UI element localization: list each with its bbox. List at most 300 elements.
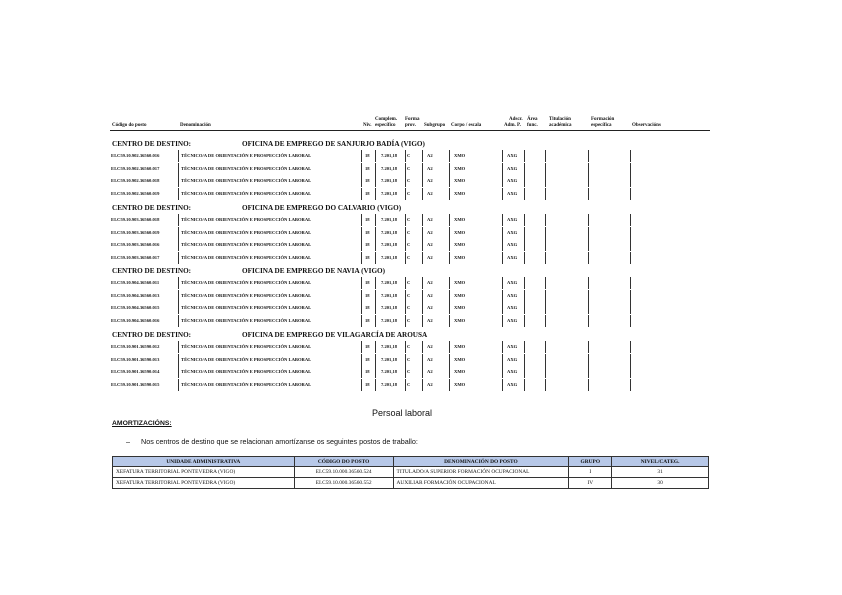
cell-forma: C xyxy=(407,229,411,235)
cell-divider xyxy=(178,379,179,391)
cell-codigo: EI.C59.10.000.36560.552 xyxy=(294,478,393,489)
cell-comp: 7.201,18 xyxy=(381,381,398,387)
cell-niv: 18 xyxy=(365,217,370,222)
cell-divider xyxy=(422,188,423,200)
cell-divider xyxy=(422,163,423,175)
cell-corpo: XMO xyxy=(454,178,466,183)
cell-sub: A2 xyxy=(427,217,433,222)
cell-divider xyxy=(361,379,362,391)
cell-divider xyxy=(361,341,362,353)
cell-niv: 18 xyxy=(365,165,370,171)
bullet-mark: – xyxy=(126,437,130,446)
cell-comp: 7.201,18 xyxy=(381,229,398,235)
th-denominacion: DENOMINACIÓN DO POSTO xyxy=(393,457,569,467)
cell-sub: A2 xyxy=(427,153,433,158)
cell-divider xyxy=(545,188,546,200)
cell-divider xyxy=(630,354,631,366)
cell-divider xyxy=(545,150,546,162)
table-row xyxy=(111,252,711,264)
cell-den: TÉCNICO/A DE ORIENTACIÓN E PROSPECCIÓN LABORAL xyxy=(181,317,312,323)
col-forma-top: Forma xyxy=(405,117,420,122)
cell-divider xyxy=(524,277,525,289)
section-name: OFICINA DE EMPREGO DE VILAGARCÍA DE AROUSA xyxy=(242,331,428,339)
cell-divider xyxy=(502,163,503,175)
cell-divider xyxy=(405,252,406,264)
cell-divider xyxy=(375,175,376,187)
cell-niv: 18 xyxy=(365,381,370,387)
cell-sub: A2 xyxy=(427,356,433,362)
cell-code: EI.C59.10.902.36560.017 xyxy=(111,165,160,171)
cell-divider xyxy=(178,252,179,264)
cell-comp: 7.201,18 xyxy=(381,317,398,323)
cell-code: EI.C59.10.903.36560.018 xyxy=(111,217,160,222)
cell-divider xyxy=(502,277,503,289)
col-adscr-top: Adscr. xyxy=(509,117,523,122)
col-codigo: Código do posto xyxy=(112,123,147,128)
cell-divider xyxy=(361,315,362,327)
cell-divider xyxy=(361,150,362,162)
cell-corpo: XMO xyxy=(454,190,466,196)
cell-comp: 7.201,18 xyxy=(381,369,398,374)
cell-corpo: XMO xyxy=(454,165,466,171)
cell-forma: C xyxy=(407,356,411,362)
cell-divider xyxy=(449,163,450,175)
cell-divider xyxy=(502,175,503,187)
cell-divider xyxy=(545,379,546,391)
cell-divider xyxy=(588,163,589,175)
cell-divider xyxy=(422,214,423,226)
cell-divider xyxy=(545,277,546,289)
cell-sub: A2 xyxy=(427,381,433,387)
table-row xyxy=(111,214,711,226)
cell-divider xyxy=(178,366,179,378)
cell-divider xyxy=(545,315,546,327)
cell-divider xyxy=(178,354,179,366)
cell-den: TÉCNICO/A DE ORIENTACIÓN E PROSPECCIÓN LABORAL xyxy=(181,381,312,387)
cell-divider xyxy=(502,150,503,162)
cell-comp: 7.201,18 xyxy=(381,280,398,285)
cell-divider xyxy=(502,214,503,226)
cell-den: TÉCNICO/A DE ORIENTACIÓN E PROSPECCIÓN LABORAL xyxy=(181,292,312,298)
cell-divider xyxy=(630,227,631,239)
cell-sub: A2 xyxy=(427,229,433,235)
cell-divider xyxy=(630,163,631,175)
cell-divider xyxy=(361,227,362,239)
cell-divider xyxy=(630,302,631,314)
cell-sub: A2 xyxy=(427,178,433,183)
cell-divider xyxy=(178,239,179,251)
cell-divider xyxy=(545,252,546,264)
cell-divider xyxy=(375,277,376,289)
cell-sub: A2 xyxy=(427,369,433,374)
cell-comp: 7.201,18 xyxy=(381,254,398,260)
col-formacion-top: Formación xyxy=(591,117,615,122)
cell-divider xyxy=(422,277,423,289)
cell-divider xyxy=(375,227,376,239)
cell-divider xyxy=(588,150,589,162)
cell-divider xyxy=(524,354,525,366)
section-label: CENTRO DE DESTINO: xyxy=(112,204,192,212)
section-label: CENTRO DE DESTINO: xyxy=(112,140,192,148)
cell-divider xyxy=(375,252,376,264)
cell-comp: 7.201,18 xyxy=(381,292,398,298)
cell-divider xyxy=(375,188,376,200)
cell-niv: 18 xyxy=(365,356,370,362)
cell-forma: C xyxy=(407,165,411,171)
cell-divider xyxy=(449,252,450,264)
cell-divider xyxy=(588,290,589,302)
cell-divider xyxy=(375,290,376,302)
cell-divider xyxy=(422,252,423,264)
col-formacion-bot: específica xyxy=(591,123,612,128)
cell-divider xyxy=(630,379,631,391)
cell-sub: A2 xyxy=(427,305,433,310)
cell-comp: 7.201,18 xyxy=(381,217,398,222)
cell-divider xyxy=(361,252,362,264)
cell-divider xyxy=(178,341,179,353)
cell-niv: 18 xyxy=(365,344,370,349)
cell-divider xyxy=(405,239,406,251)
cell-forma: C xyxy=(407,317,411,323)
cell-divider xyxy=(375,341,376,353)
cell-niv: 18 xyxy=(365,242,370,247)
cell-den: TÉCNICO/A DE ORIENTACIÓN E PROSPECCIÓN LABORAL xyxy=(181,153,312,158)
cell-divider xyxy=(178,315,179,327)
cell-corpo: XMO xyxy=(454,317,466,323)
cell-corpo: XMO xyxy=(454,280,466,285)
cell-code: EI.C59.10.904.36560.016 xyxy=(111,317,160,323)
cell-divider xyxy=(630,214,631,226)
th-grupo: GRUPO xyxy=(569,457,612,467)
cell-den: TÉCNICO/A DE ORIENTACIÓN E PROSPECCIÓN LABORAL xyxy=(181,356,312,362)
table-row xyxy=(113,478,709,489)
cell-den: TÉCNICO/A DE ORIENTACIÓN E PROSPECCIÓN LABORAL xyxy=(181,305,312,310)
cell-adscr: AXG xyxy=(507,217,518,222)
cell-divider xyxy=(545,227,546,239)
cell-divider xyxy=(545,163,546,175)
cell-divider xyxy=(588,175,589,187)
cell-divider xyxy=(375,239,376,251)
cell-nivel: 31 xyxy=(612,467,709,478)
cell-divider xyxy=(588,239,589,251)
cell-divider xyxy=(178,277,179,289)
cell-divider xyxy=(630,315,631,327)
cell-divider xyxy=(375,354,376,366)
cell-divider xyxy=(524,290,525,302)
cell-divider xyxy=(545,354,546,366)
cell-divider xyxy=(405,302,406,314)
section-label: CENTRO DE DESTINO: xyxy=(112,331,192,339)
cell-forma: C xyxy=(407,217,411,222)
cell-divider xyxy=(405,315,406,327)
cell-comp: 7.201,18 xyxy=(381,190,398,196)
cell-sub: A2 xyxy=(427,165,433,171)
col-area-top: Área xyxy=(527,117,538,122)
cell-divider xyxy=(630,239,631,251)
cell-divider xyxy=(502,302,503,314)
cell-divider xyxy=(405,188,406,200)
cell-sub: A2 xyxy=(427,190,433,196)
cell-den: TÉCNICO/A DE ORIENTACIÓN E PROSPECCIÓN LABORAL xyxy=(181,280,312,285)
cell-comp: 7.201,18 xyxy=(381,305,398,310)
cell-adscr: AXG xyxy=(507,356,518,362)
cell-divider xyxy=(449,315,450,327)
cell-divider xyxy=(449,188,450,200)
cell-divider xyxy=(405,150,406,162)
cell-divider xyxy=(545,239,546,251)
cell-divider xyxy=(449,302,450,314)
cell-forma: C xyxy=(407,305,411,310)
cell-divider xyxy=(405,175,406,187)
col-titulacion-bot: académica xyxy=(549,123,572,128)
cell-code: EI.C59.10.902.36560.018 xyxy=(111,178,160,183)
cell-divider xyxy=(449,214,450,226)
th-nivel: NIVEL/CATEG. xyxy=(612,457,709,467)
cell-divider xyxy=(545,214,546,226)
cell-code: EI.C59.10.903.36560.019 xyxy=(111,229,160,235)
bullet-text: Nos centros de destino que se relacionan amortízanse os seguintes postos de traballo: xyxy=(141,437,418,446)
cell-code: EI.C59.10.902.36560.019 xyxy=(111,190,160,196)
cell-divider xyxy=(375,163,376,175)
cell-divider xyxy=(361,354,362,366)
cell-divider xyxy=(375,315,376,327)
table-row xyxy=(111,366,711,378)
amortization-table xyxy=(112,456,709,489)
cell-comp: 7.201,18 xyxy=(381,178,398,183)
cell-divider xyxy=(178,227,179,239)
cell-niv: 18 xyxy=(365,178,370,183)
cell-divider xyxy=(502,239,503,251)
cell-comp: 7.201,18 xyxy=(381,356,398,362)
cell-divider xyxy=(422,302,423,314)
cell-adscr: AXG xyxy=(507,153,518,158)
cell-forma: C xyxy=(407,178,411,183)
cell-divider xyxy=(524,252,525,264)
cell-divider xyxy=(178,290,179,302)
cell-divider xyxy=(524,366,525,378)
table-row xyxy=(111,379,711,391)
cell-divider xyxy=(422,227,423,239)
cell-comp: 7.201,18 xyxy=(381,165,398,171)
cell-sub: A2 xyxy=(427,242,433,247)
cell-divider xyxy=(178,302,179,314)
cell-code: EI.C59.10.903.36560.016 xyxy=(111,242,160,247)
cell-divider xyxy=(361,188,362,200)
cell-divider xyxy=(502,379,503,391)
cell-divider xyxy=(502,188,503,200)
cell-divider xyxy=(502,290,503,302)
cell-forma: C xyxy=(407,344,411,349)
cell-divider xyxy=(630,188,631,200)
cell-divider xyxy=(375,302,376,314)
cell-code: EI.C59.10.901.36590.015 xyxy=(111,381,160,387)
cell-den: TÉCNICO/A DE ORIENTACIÓN E PROSPECCIÓN LABORAL xyxy=(181,190,312,196)
cell-divider xyxy=(449,150,450,162)
cell-corpo: XMO xyxy=(454,254,466,260)
cell-niv: 18 xyxy=(365,317,370,323)
cell-divider xyxy=(524,379,525,391)
cell-adscr: AXG xyxy=(507,190,518,196)
cell-divider xyxy=(588,341,589,353)
cell-code: EI.C59.10.901.36590.014 xyxy=(111,369,160,374)
col-titulacion-top: Titulación xyxy=(549,117,571,122)
cell-forma: C xyxy=(407,153,411,158)
cell-sub: A2 xyxy=(427,344,433,349)
cell-niv: 18 xyxy=(365,190,370,196)
cell-divider xyxy=(375,214,376,226)
cell-divider xyxy=(422,341,423,353)
cell-unidade: XEFATURA TERRITORIAL PONTEVEDRA (VIGO) xyxy=(113,478,295,489)
cell-divider xyxy=(449,379,450,391)
cell-unidade: XEFATURA TERRITORIAL PONTEVEDRA (VIGO) xyxy=(113,467,295,478)
cell-niv: 18 xyxy=(365,369,370,374)
col-corpo: Corpo / escala xyxy=(451,123,482,128)
cell-divider xyxy=(178,214,179,226)
cell-forma: C xyxy=(407,292,411,298)
cell-adscr: AXG xyxy=(507,254,518,260)
col-observacions: Observacións xyxy=(632,123,661,128)
cell-divider xyxy=(375,379,376,391)
col-complemento-top: Complem. xyxy=(375,117,398,122)
cell-corpo: XMO xyxy=(454,369,466,374)
cell-divider xyxy=(545,366,546,378)
cell-divider xyxy=(178,163,179,175)
cell-sub: A2 xyxy=(427,317,433,323)
cell-den: TÉCNICO/A DE ORIENTACIÓN E PROSPECCIÓN LABORAL xyxy=(181,254,312,260)
table-row xyxy=(111,163,711,175)
cell-denominacion: AUXILIAR FORMACIÓN OCUPACIONAL xyxy=(393,478,569,489)
cell-divider xyxy=(405,341,406,353)
cell-corpo: XMO xyxy=(454,381,466,387)
cell-divider xyxy=(588,252,589,264)
cell-sub: A2 xyxy=(427,254,433,260)
cell-divider xyxy=(449,175,450,187)
section-name: OFICINA DE EMPREGO DE NAVIA (VIGO) xyxy=(242,267,386,275)
cell-divider xyxy=(449,227,450,239)
cell-corpo: XMO xyxy=(454,292,466,298)
cell-divider xyxy=(405,379,406,391)
cell-forma: C xyxy=(407,242,411,247)
cell-divider xyxy=(588,379,589,391)
header-rule xyxy=(110,130,710,131)
cell-adscr: AXG xyxy=(507,242,518,247)
cell-divider xyxy=(422,366,423,378)
cell-divider xyxy=(524,315,525,327)
cell-divider xyxy=(502,354,503,366)
cell-divider xyxy=(502,315,503,327)
table-row xyxy=(111,290,711,302)
laboral-title: Persoal laboral xyxy=(372,408,433,418)
cell-divider xyxy=(630,366,631,378)
table-row xyxy=(113,467,709,478)
cell-den: TÉCNICO/A DE ORIENTACIÓN E PROSPECCIÓN LABORAL xyxy=(181,165,312,171)
cell-divider xyxy=(545,302,546,314)
cell-divider xyxy=(524,341,525,353)
section-name: OFICINA DE EMPREGO DO CALVARIO (VIGO) xyxy=(242,204,402,212)
cell-divider xyxy=(588,214,589,226)
cell-divider xyxy=(630,175,631,187)
cell-divider xyxy=(588,188,589,200)
cell-divider xyxy=(422,379,423,391)
cell-divider xyxy=(361,366,362,378)
cell-forma: C xyxy=(407,280,411,285)
cell-corpo: XMO xyxy=(454,356,466,362)
cell-divider xyxy=(361,163,362,175)
cell-divider xyxy=(588,366,589,378)
cell-nivel: 30 xyxy=(612,478,709,489)
cell-divider xyxy=(178,188,179,200)
cell-divider xyxy=(502,227,503,239)
cell-divider xyxy=(375,366,376,378)
cell-divider xyxy=(449,354,450,366)
cell-codigo: EI.C59.10.000.36560.524 xyxy=(294,467,393,478)
cell-divider xyxy=(422,239,423,251)
cell-code: EI.C59.10.902.36560.016 xyxy=(111,153,160,158)
section-name: OFICINA DE EMPREGO DE SANJURJO BADÍA (VIGO) xyxy=(242,140,425,148)
cell-comp: 7.201,18 xyxy=(381,153,398,158)
cell-adscr: AXG xyxy=(507,317,518,323)
cell-divider xyxy=(449,366,450,378)
cell-corpo: XMO xyxy=(454,242,466,247)
cell-corpo: XMO xyxy=(454,217,466,222)
th-unidade: UNIDADE ADMINISTRATIVA xyxy=(113,457,295,467)
cell-den: TÉCNICO/A DE ORIENTACIÓN E PROSPECCIÓN LABORAL xyxy=(181,344,312,349)
cell-divider xyxy=(449,290,450,302)
cell-divider xyxy=(178,150,179,162)
cell-code: EI.C59.10.904.36560.011 xyxy=(111,280,160,285)
table-row xyxy=(111,188,711,200)
cell-den: TÉCNICO/A DE ORIENTACIÓN E PROSPECCIÓN LABORAL xyxy=(181,217,312,222)
cell-adscr: AXG xyxy=(507,381,518,387)
cell-divider xyxy=(178,175,179,187)
cell-divider xyxy=(524,302,525,314)
col-denominacion: Denominación xyxy=(180,123,211,128)
cell-code: EI.C59.10.901.36590.013 xyxy=(111,356,160,362)
cell-niv: 18 xyxy=(365,280,370,285)
cell-sub: A2 xyxy=(427,292,433,298)
cell-divider xyxy=(502,252,503,264)
cell-divider xyxy=(545,341,546,353)
table-row xyxy=(111,150,711,162)
cell-divider xyxy=(524,163,525,175)
cell-code: EI.C59.10.901.36590.012 xyxy=(111,344,160,349)
cell-adscr: AXG xyxy=(507,292,518,298)
cell-divider xyxy=(449,239,450,251)
cell-divider xyxy=(630,277,631,289)
cell-divider xyxy=(545,175,546,187)
cell-den: TÉCNICO/A DE ORIENTACIÓN E PROSPECCIÓN LABORAL xyxy=(181,242,312,247)
cell-forma: C xyxy=(407,381,411,387)
cell-divider xyxy=(405,290,406,302)
cell-code: EI.C59.10.903.36560.017 xyxy=(111,254,160,260)
cell-divider xyxy=(630,150,631,162)
cell-divider xyxy=(524,227,525,239)
cell-divider xyxy=(361,277,362,289)
cell-divider xyxy=(361,239,362,251)
cell-comp: 7.201,18 xyxy=(381,344,398,349)
amortizacions-heading: AMORTIZACIÓNS: xyxy=(112,420,172,427)
cell-divider xyxy=(405,214,406,226)
col-forma-bot: prov. xyxy=(405,123,416,128)
cell-divider xyxy=(361,302,362,314)
cell-corpo: XMO xyxy=(454,344,466,349)
cell-corpo: XMO xyxy=(454,305,466,310)
table-row xyxy=(111,277,711,289)
cell-niv: 18 xyxy=(365,292,370,298)
cell-niv: 18 xyxy=(365,153,370,158)
cell-adscr: AXG xyxy=(507,229,518,235)
cell-niv: 18 xyxy=(365,305,370,310)
